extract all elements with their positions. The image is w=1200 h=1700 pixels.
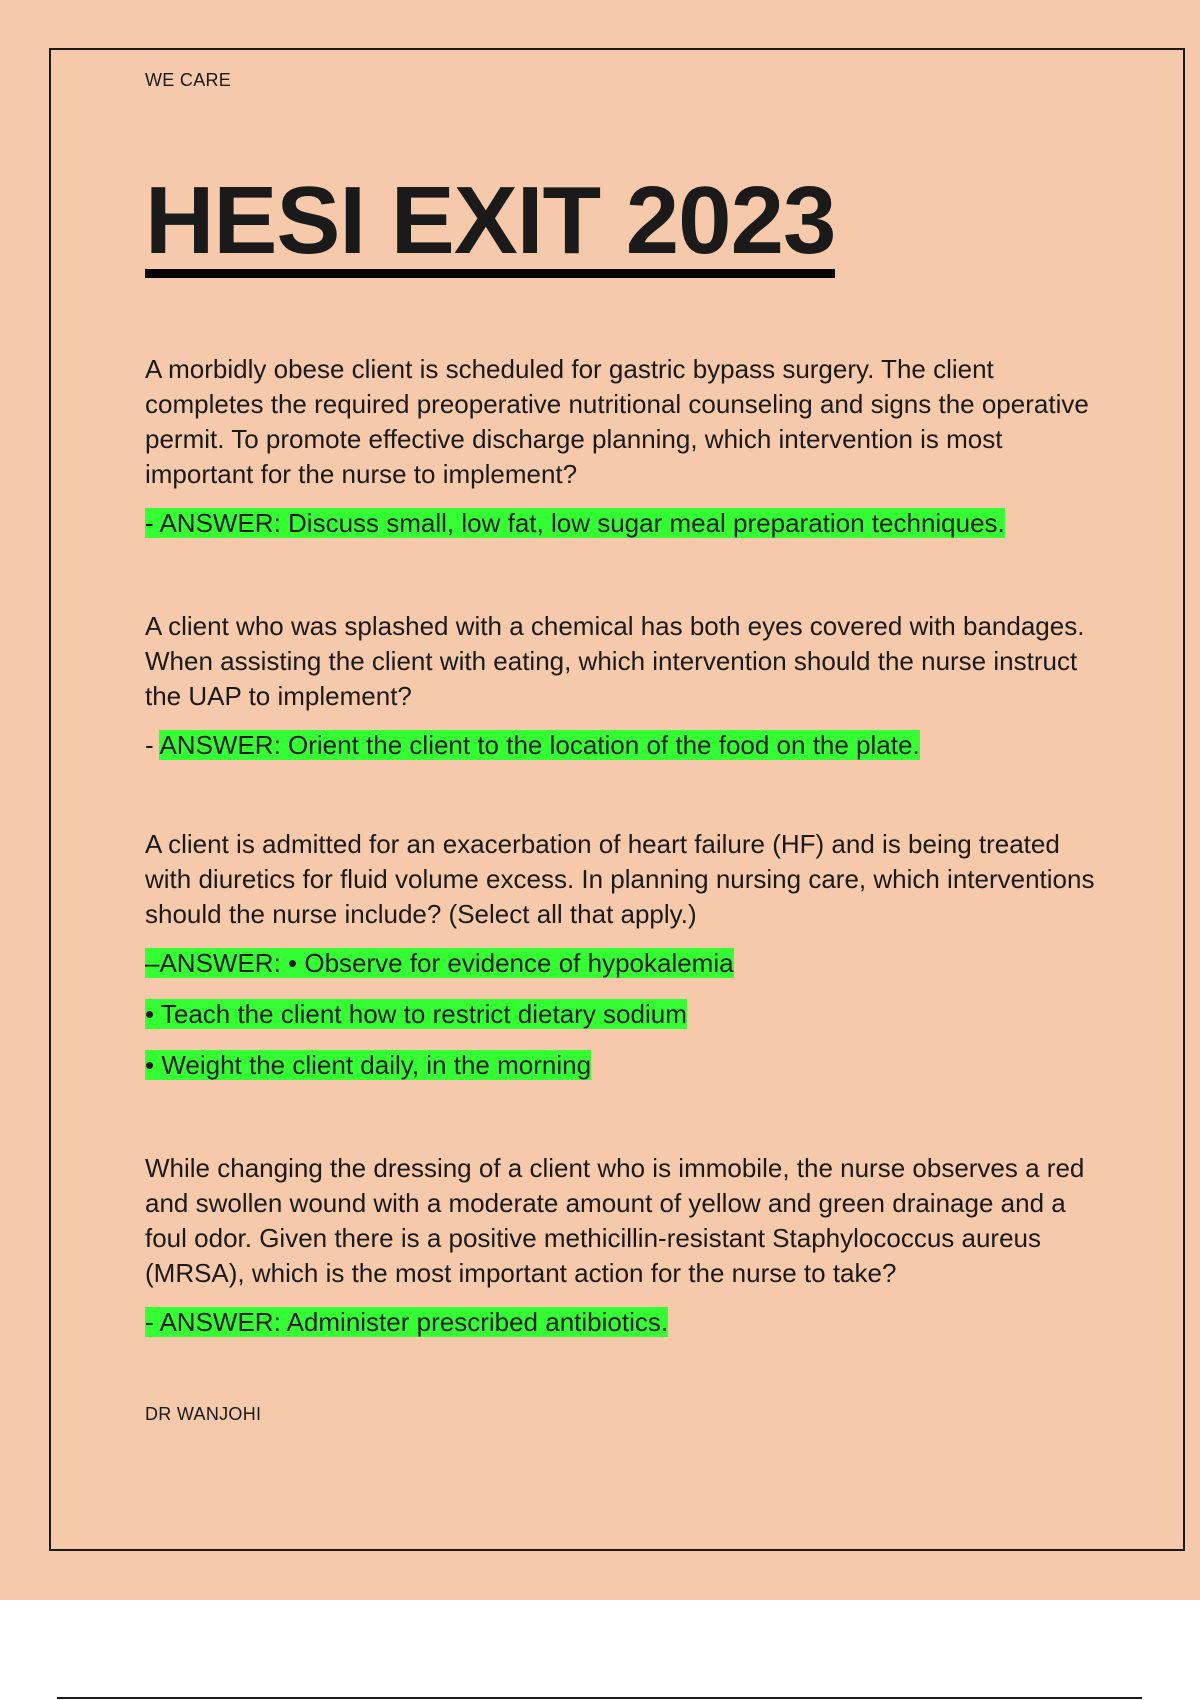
footer-text: DR WANJOHI [145, 1404, 262, 1424]
bottom-divider [57, 1697, 1142, 1699]
page-title: HESI EXIT 2023 [145, 173, 835, 278]
answer-3 [145, 946, 1105, 981]
answer-3-option-2 [145, 997, 1105, 1032]
answer-2-highlight: ANSWER: Orient the client to the location of the food on the plate. [159, 730, 920, 760]
question-1: A morbidly obese client is scheduled for gastric bypass surgery. The client completes the required preoperative nutritional counseling and signs the operative permit. To promote effective discharge planning, which intervention is most important for the nurse to implement? [145, 354, 1089, 489]
answer-1-highlight: - ANSWER: Discuss small, low fat, low sugar meal preparation techniques. [145, 508, 1005, 538]
question-3: A client is admitted for an exacerbation of heart failure (HF) and is being treated with diuretics for fluid volume excess. In planning nursing care, which interventions should the nurse include? (Select all that apply.) [145, 829, 1095, 929]
answer-2-prefix: - [145, 730, 160, 760]
answer-2 [145, 728, 1105, 763]
answer-4 [145, 1305, 1105, 1340]
answer-3-option-2-highlight: • Teach the client how to restrict dietary sodium [145, 999, 687, 1029]
answer-1 [145, 506, 1105, 541]
answer-3-highlight: –ANSWER: • Observe for evidence of hypokalemia [145, 948, 734, 978]
qa-list [145, 352, 1105, 1340]
answer-3-option-3 [145, 1048, 1105, 1083]
header-text: WE CARE [145, 70, 232, 90]
document-content [145, 70, 1105, 1425]
question-2: A client who was splashed with a chemical has both eyes covered with bandages. When assisting the client with eating, which intervention should the nurse instruct the UAP to implement? [145, 611, 1085, 711]
answer-3-option-3-highlight: • Weight the client daily, in the morning [145, 1050, 592, 1080]
answer-4-highlight: - ANSWER: Administer prescribed antibiotics. [145, 1307, 669, 1337]
question-4: While changing the dressing of a client who is immobile, the nurse observes a red and swollen wound with a moderate amount of yellow and green drainage and a foul odor. Given there is a positive methicillin-resistant Staphylococcus aureus (MRSA), which is the most important action for the nurse to take? [145, 1153, 1085, 1288]
